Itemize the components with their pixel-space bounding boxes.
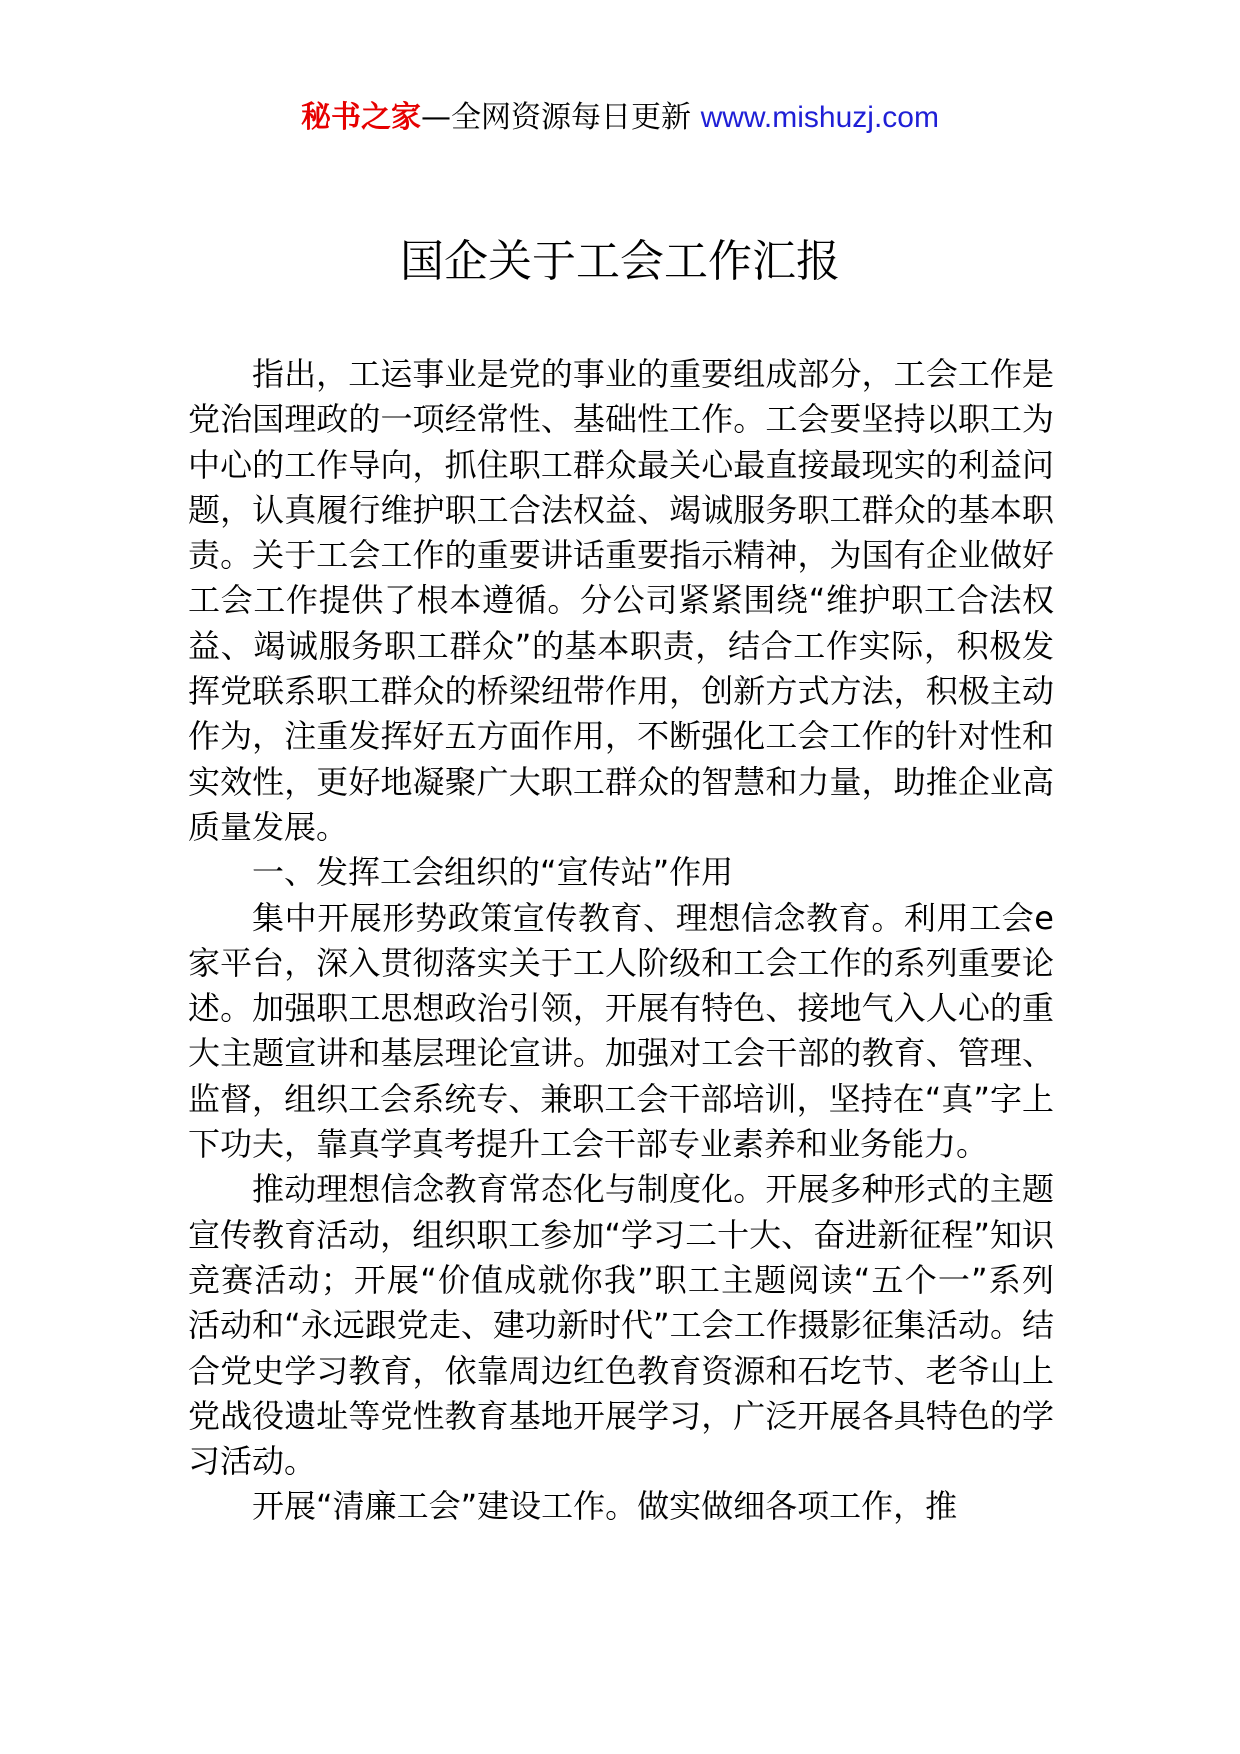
header-banner [0,96,1240,140]
site-url-link[interactable]: www.mishuzj.com [700,101,939,134]
document-body [188,352,1054,1530]
paragraph: 推动理想信念教育常态化与制度化。开展多种形式的主题宣传教育活动，组织职工参加“学习二十大、奋进新征程”知识竞赛活动；开展“价值成就你我”职工主题阅读“五个一”系列活动和“永远跟党走、建功新时代”工会工作摄影征集活动。结合党史学习教育，依靠周边红色教育资源和石圪节、老爷山上党战役遗址等党性教育基地开展学习，广泛开展各具特色的学习活动。 [188,1170,1054,1481]
paragraph-intro: 指出，工运事业是党的事业的重要组成部分，工会工作是党治国理政的一项经常性、基础性工作。工会要坚持以职工为中心的工作导向，抓住职工群众最关心最直接最现实的利益问题，认真履行维护职工合法权益、竭诚服务职工群众的基本职责。关于工会工作的重要讲话重要指示精神，为国有企业做好工会工作提供了根本遵循。分公司紧紧围绕“维护职工合法权益、竭诚服务职工群众”的基本职责，结合工作实际，积极发挥党联系职工群众的桥梁纽带作用，创新方式方法，积极主动作为，注重发挥好五方面作用，不断强化工会工作的针对性和实效性，更好地凝聚广大职工群众的智慧和力量，助推企业高质量发展。 [188,355,1054,846]
header-tagline: —全网资源每日更新 [421,100,701,135]
document-title: 国企关于工会工作汇报 [400,236,840,287]
section-heading-1: 一、发挥工会组织的“宣传站”作用 [252,853,734,892]
brand-name: 秘书之家 [301,100,422,135]
paragraph: 集中开展形势政策宣传教育、理想信念教育。利用工会e家平台，深入贯彻落实关于工人阶级和工会工作的系列重要论述。加强职工思想政治引领，开展有特色、接地气入人心的重大主题宣讲和基层理论宣讲。加强对工会干部的教育、管理、监督，组织工会系统专、兼职工会干部培训，坚持在“真”字上下功夫，靠真学真考提升工会干部专业素养和业务能力。 [188,898,1054,1164]
paragraph: 开展“清廉工会”建设工作。做实做细各项工作，推 [252,1487,958,1526]
